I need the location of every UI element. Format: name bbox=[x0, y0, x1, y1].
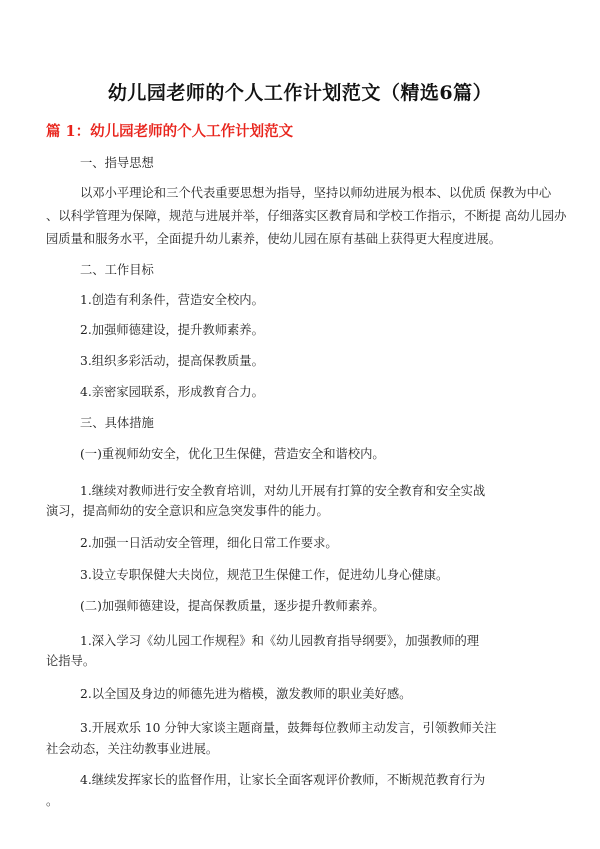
document-title: 幼儿园老师的个人工作计划范文（精选6篇） bbox=[107, 82, 493, 104]
paragraph-line: 园质量和服务水平，全面提升幼儿素养，使幼儿园在原有基础上获得更大程度进展。 bbox=[46, 232, 501, 246]
heading-measures: 三、具体措施 bbox=[80, 416, 154, 430]
subheading: (一)重视师幼安全，优化卫生保健，营造安全和谐校内。 bbox=[80, 447, 385, 461]
list-item: 3.设立专职保健大夫岗位，规范卫生保健工作，促进幼儿身心健康。 bbox=[80, 568, 449, 582]
list-item-continuation: 论指导。 bbox=[46, 654, 96, 668]
list-item-continuation: 社会动态，关注幼教事业进展。 bbox=[46, 742, 219, 756]
paragraph-line: 以邓小平理论和三个代表重要思想为指导，坚持以师幼进展为根本、以优质 保教为中心 bbox=[80, 186, 552, 200]
list-item: 1.继续对教师进行安全教育培训，对幼儿开展有打算的安全教育和安全实战 bbox=[80, 484, 486, 498]
heading-guiding-thought: 一、指导思想 bbox=[80, 156, 154, 170]
subheading: (二)加强师德建设，提高保教质量，逐步提升教师素养。 bbox=[80, 599, 385, 613]
list-item-continuation: 演习，提高师幼的安全意识和应急突发事件的能力。 bbox=[46, 504, 329, 518]
heading-work-goals: 二、工作目标 bbox=[80, 263, 154, 277]
list-item: 3.组织多彩活动，提高保教质量。 bbox=[80, 354, 264, 368]
list-item: 1.创造有利条件，营造安全校内。 bbox=[80, 293, 264, 307]
section-title: 篇 1：幼儿园老师的个人工作计划范文 bbox=[46, 123, 294, 140]
paragraph-line: 、以科学管理为保障，规范与进展并举，仔细落实区教育局和学校工作指示，不断提 高幼儿园办 bbox=[46, 209, 567, 223]
list-item: 4.继续发挥家长的监督作用，让家长全面客观评价教师，不断规范教育行为 bbox=[80, 773, 486, 787]
list-item: 3.开展欢乐 10 分钟大家谈主题商量，鼓舞每位教师主动发言，引领教师关注 bbox=[80, 721, 497, 735]
list-item: 4.亲密家园联系，形成教育合力。 bbox=[80, 385, 264, 399]
list-item: 2.加强师德建设，提升教师素养。 bbox=[80, 323, 264, 337]
list-item: 2.以全国及身边的师德先进为楷模，激发教师的职业美好感。 bbox=[80, 687, 412, 701]
list-item-continuation: 。 bbox=[46, 794, 59, 808]
list-item: 1.深入学习《幼儿园工作规程》和《幼儿园教育指导纲要》，加强教师的理 bbox=[80, 634, 480, 648]
list-item: 2.加强一日活动安全管理，细化日常工作要求。 bbox=[80, 536, 338, 550]
